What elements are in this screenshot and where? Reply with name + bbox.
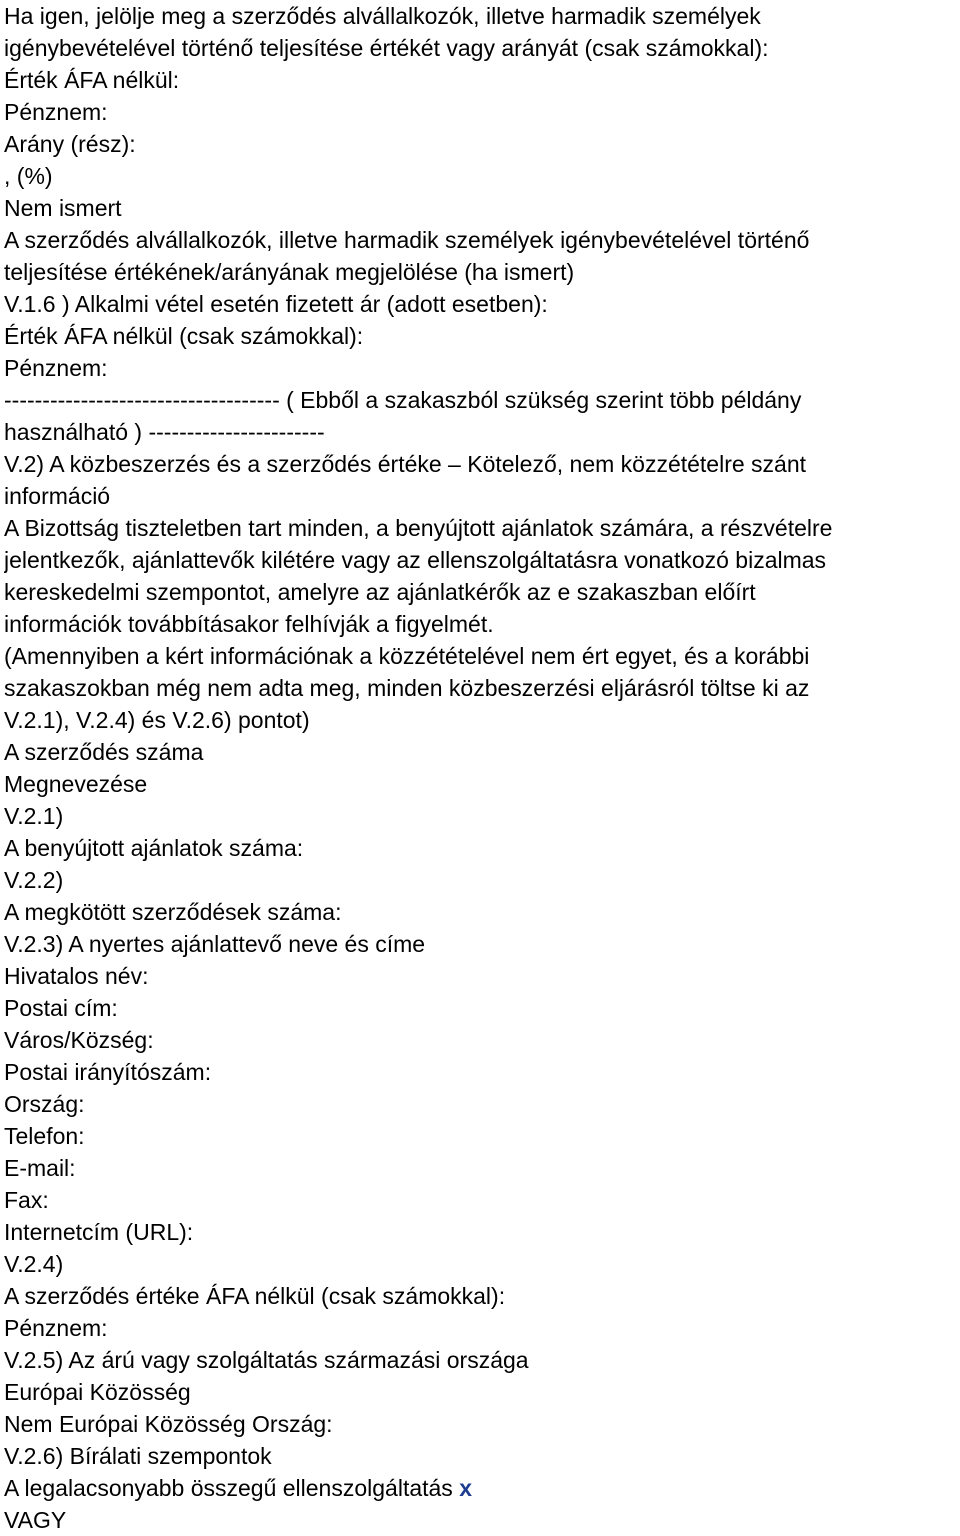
field-label: Megnevezése: [4, 771, 148, 797]
field-label: A szerződés értéke ÁFA nélkül (csak számokkal):: [4, 1283, 506, 1309]
field-label: Postai cím:: [4, 995, 118, 1021]
text-line: információk továbbításakor felhívják a figyelmét.: [4, 611, 494, 637]
section-heading: információ: [4, 483, 111, 509]
field-label: , (%): [4, 163, 53, 189]
option-row-lowest-price: [4, 1472, 954, 1504]
text-line: szakaszokban még nem adta meg, minden közbeszerzési eljárásról töltse ki az: [4, 675, 810, 701]
section-heading: V.2.2): [4, 867, 64, 893]
option-label: A legalacsonyabb összegű ellenszolgáltatás: [4, 1475, 453, 1501]
text-line: Ha igen, jelölje meg a szerződés alvállalkozók, illetve harmadik személyek: [4, 3, 761, 29]
text-line: A Bizottság tiszteletben tart minden, a benyújtott ajánlatok számára, a részvételre: [4, 515, 833, 541]
field-label: Fax:: [4, 1187, 49, 1213]
option-label: Nem ismert: [4, 195, 122, 221]
separator-note: használható ) -----------------------: [4, 419, 325, 445]
field-label: Pénznem:: [4, 99, 108, 125]
field-label: A megkötött szerződések száma:: [4, 899, 342, 925]
separator-note: ------------------------------------ ( Ebből a szakaszból szükség szerint több példány: [4, 387, 802, 413]
text-line: V.2.1), V.2.4) és V.2.6) pontot): [4, 707, 310, 733]
section-heading: V.2.6) Bírálati szempontok: [4, 1443, 272, 1469]
field-label: Hivatalos név:: [4, 963, 149, 989]
selected-mark: x: [459, 1475, 472, 1501]
document-page: [4, 0, 954, 1536]
field-label: Pénznem:: [4, 355, 108, 381]
field-label: Telefon:: [4, 1123, 85, 1149]
text-line: igénybevételével történő teljesítése értékét vagy arányát (csak számokkal):: [4, 35, 769, 61]
text-line: kereskedelmi szempontot, amelyre az ajánlatkérők az e szakaszban előírt: [4, 579, 756, 605]
text-line: teljesítése értékének/arányának megjelölése (ha ismert): [4, 259, 575, 285]
field-label: Érték ÁFA nélkül (csak számokkal):: [4, 323, 364, 349]
field-label: Postai irányítószám:: [4, 1059, 212, 1085]
field-label: Ország:: [4, 1091, 85, 1117]
section-heading: V.2.1): [4, 803, 64, 829]
section-heading: V.2.5) Az árú vagy szolgáltatás származási országa: [4, 1347, 529, 1373]
field-label: Pénznem:: [4, 1315, 108, 1341]
section-heading: V.2.4): [4, 1251, 64, 1277]
field-label: E-mail:: [4, 1155, 76, 1181]
section-heading: V.2) A közbeszerzés és a szerződés értéke – Kötelező, nem közzétételre szánt: [4, 451, 807, 477]
option-label: Európai Közösség: [4, 1379, 191, 1405]
text-line: (Amennyiben a kért információnak a közzétételével nem ért egyet, és a korábbi: [4, 643, 810, 669]
field-label: Internetcím (URL):: [4, 1219, 194, 1245]
section-heading: V.1.6 ) Alkalmi vétel esetén fizetett ár (adott esetben):: [4, 291, 548, 317]
field-label: Érték ÁFA nélkül:: [4, 67, 180, 93]
field-label: Arány (rész):: [4, 131, 136, 157]
section-heading: V.2.3) A nyertes ajánlattevő neve és címe: [4, 931, 426, 957]
option-label: VAGY: [4, 1507, 67, 1533]
field-label: Város/Község:: [4, 1027, 154, 1053]
text-line: A szerződés alvállalkozók, illetve harmadik személyek igénybevételével történő: [4, 227, 810, 253]
field-label: A szerződés száma: [4, 739, 204, 765]
option-label: Nem Európai Közösség Ország:: [4, 1411, 333, 1437]
field-label: A benyújtott ajánlatok száma:: [4, 835, 304, 861]
text-line: jelentkezők, ajánlattevők kilétére vagy az ellenszolgáltatásra vonatkozó bizalmas: [4, 547, 827, 573]
